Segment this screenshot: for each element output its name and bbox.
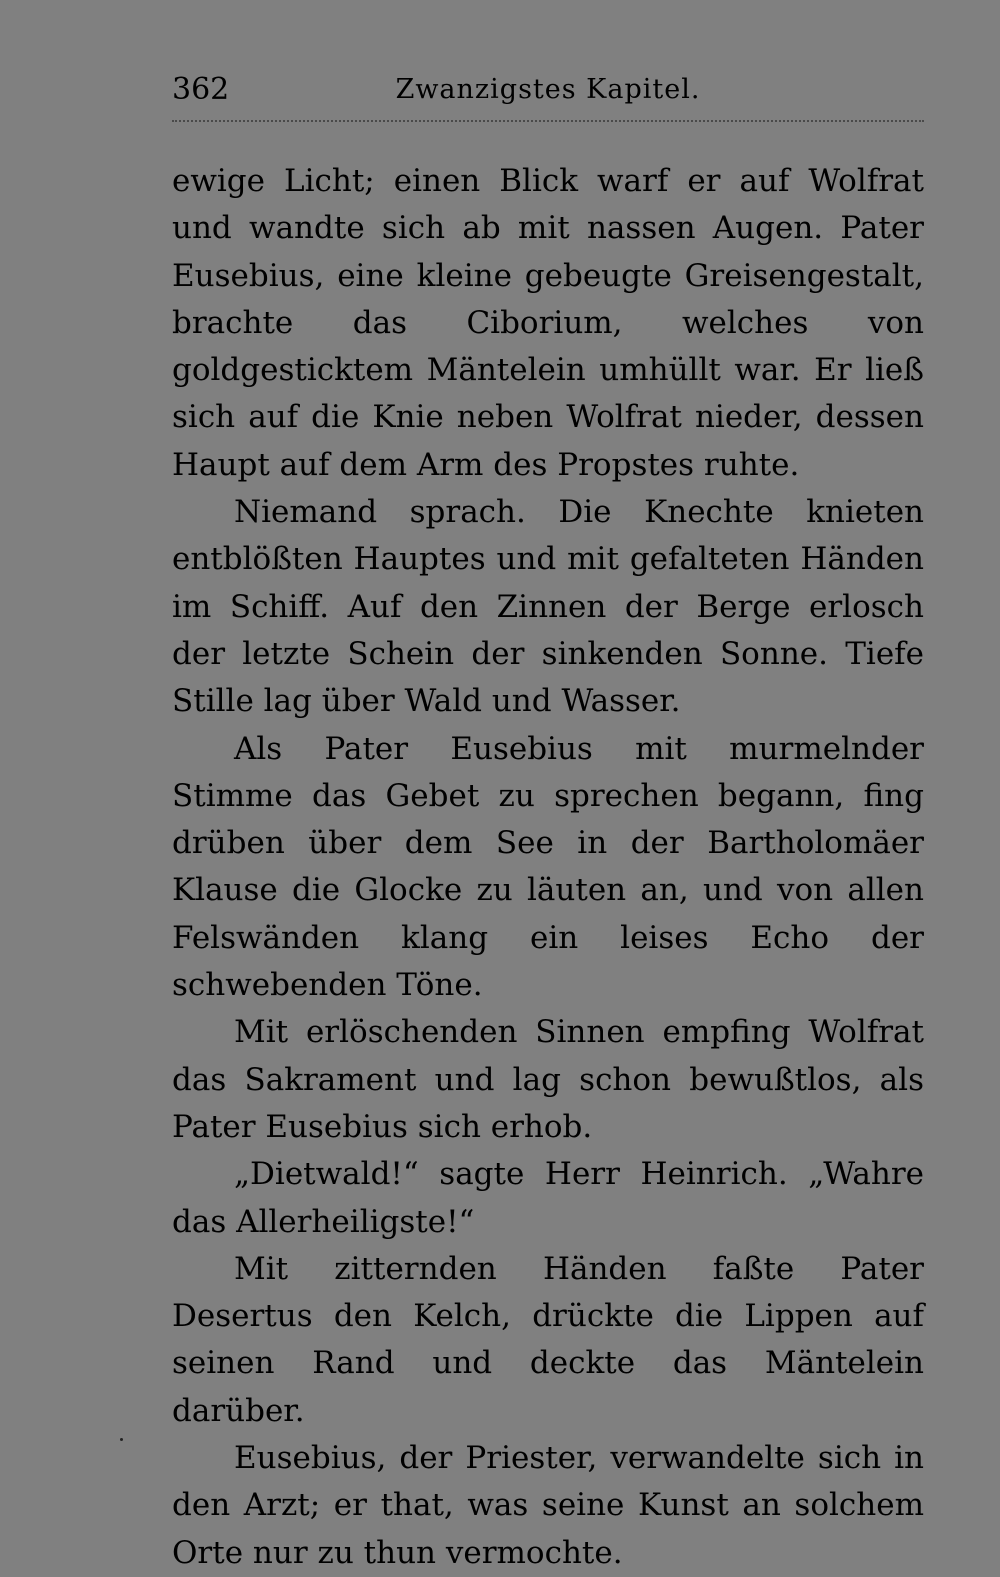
stray-ink-mark — [120, 1438, 123, 1441]
paragraph: ewige Licht; einen Blick warf er auf Wolfrat und wandte sich ab mit nassen Augen. Pater Eusebius, eine kleine gebeugte Greisengestalt, brachte das Ciborium, welches von goldgesticktem Mäntelein umhüllt war. Er ließ sich auf die Knie neben Wolfrat nieder, dessen Haupt auf dem Arm des Propstes ruhte. — [172, 163, 924, 483]
paragraph: „Dietwald!“ sagte Herr Heinrich. „Wahre das Allerheiligste!“ — [172, 1156, 924, 1240]
paragraph: Als Pater Eusebius mit murmelnder Stimme das Gebet zu sprechen begann, fing drüben über dem See in der Bartholomäer Klause die Glocke zu läuten an, und von allen Felswänden klang ein leises Echo der schwebenden Töne. — [172, 730, 924, 1004]
body-text — [172, 158, 924, 1577]
paragraph: Mit zitternden Händen faßte Pater Desertus den Kelch, drückte die Lippen auf seinen Rand und deckte das Mäntelein darüber. — [172, 1250, 924, 1429]
page-number: 362 — [172, 72, 230, 107]
running-header — [172, 72, 924, 112]
paragraph: Mit erlöschenden Sinnen empfing Wolfrat das Sakrament und lag schon bewußtlos, als Pater Eusebius sich erhob. — [172, 1014, 924, 1145]
running-title: Zwanzigstes Kapitel. — [395, 74, 701, 105]
paragraph: Niemand sprach. Die Knechte knieten entblößten Hauptes und mit gefalteten Händen im Schiff. Auf den Zinnen der Berge erlosch der letzte Schein der sinkenden Sonne. Tiefe Stille lag über Wald und Wasser. — [172, 494, 924, 720]
header-rule — [172, 120, 924, 122]
paragraph: Eusebius, der Priester, verwandelte sich in den Arzt; er that, was seine Kunst an solchem Orte nur zu thun vermochte. — [172, 1440, 924, 1571]
